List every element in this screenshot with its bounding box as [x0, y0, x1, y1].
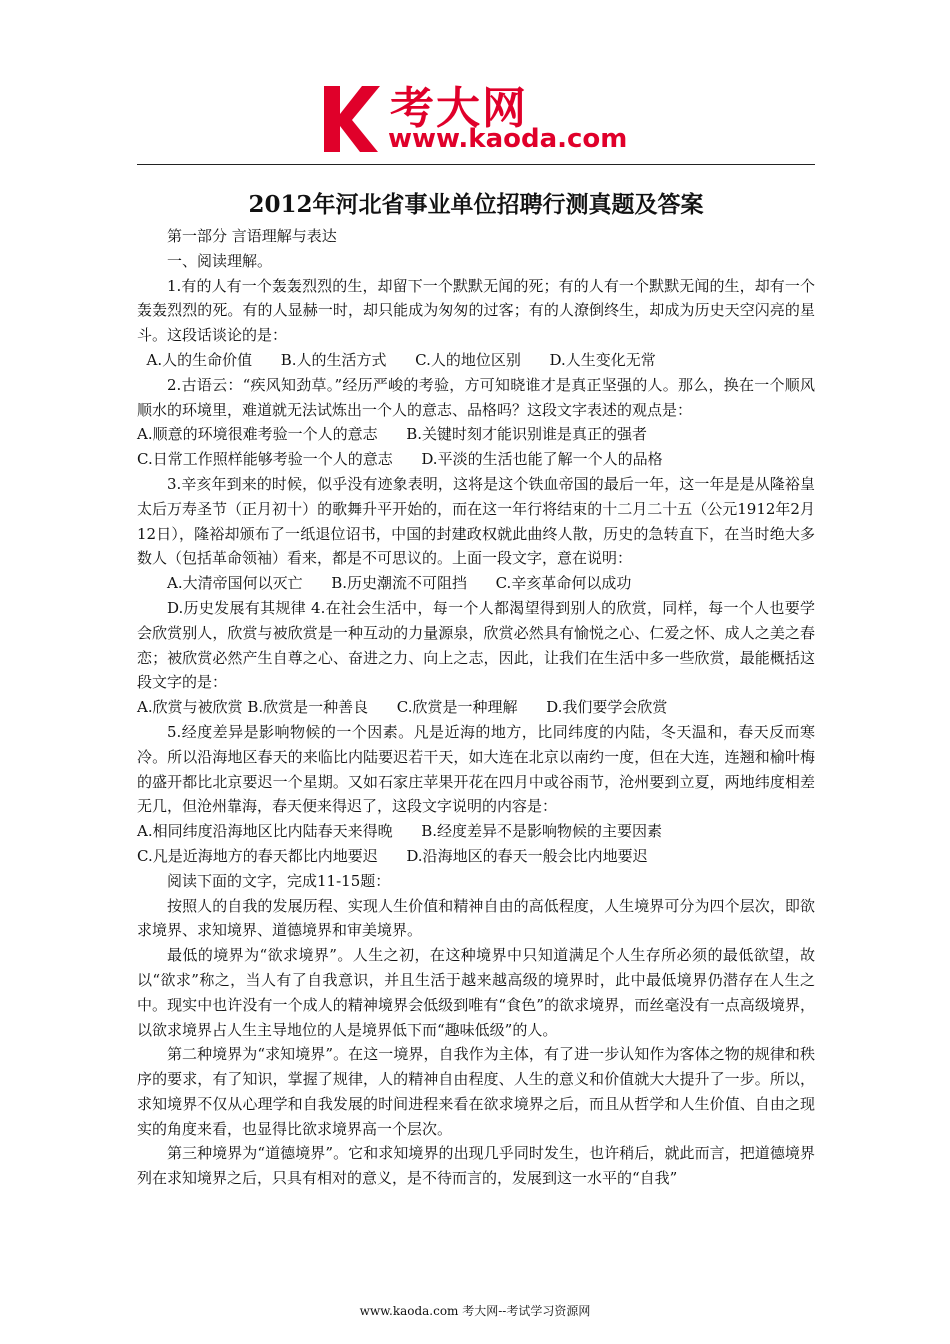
logo-chinese-name: 考大网	[390, 83, 528, 134]
site-logo	[318, 80, 648, 160]
k-logo-icon	[318, 84, 382, 154]
paragraph: 2.古语云：“疾风知劲草。”经历严峻的考验，方可知晓谁才是真正坚强的人。那么，换在一个顺风顺水的环境里，难道就无法试炼出一个人的意志、品格吗？这段文字表述的观点是：	[137, 375, 815, 419]
paragraph: D.历史发展有其规律 4.在社会生活中，每一个人都渴望得到别人的欣赏，同样，每一个人也要学会欣赏别人，欣赏与被欣赏是一种互动的力量源泉，欣赏必然具有愉悦之心、仁爱之怀、成人之美之春恋；被欣赏必然产生自尊之心、奋进之力、向上之志，因此，让我们在生活中多一些欣赏，最能概括这段文字的是：	[137, 598, 815, 692]
document-body	[137, 224, 815, 1191]
paragraph: 1.有的人有一个轰轰烈烈的生，却留下一个默默无闻的死；有的人有一个默默无闻的生，却有一个轰轰烈烈的死。有的人显赫一时，却只能成为匆匆的过客；有的人潦倒终生，却成为历史天空闪亮的星斗。这段话谈论的是：	[137, 276, 815, 345]
paragraph: 阅读下面的文字，完成11-15题：	[167, 871, 391, 890]
document-title: 2012年河北省事业单位招聘行测真题及答案	[248, 191, 704, 218]
answer-options: A.人的生命价值 B.人的生活方式 C.人的地位区别 D.人生变化无常	[137, 350, 656, 369]
page-footer: www.kaoda.com 考大网--考试学习资源网	[359, 1304, 591, 1318]
logo-url: www.kaoda.com	[388, 124, 628, 154]
paragraph: 第一部分 言语理解与表达	[167, 227, 337, 245]
paragraph: 5.经度差异是影响物候的一个因素。凡是近海的地方，比同纬度的内陆，冬天温和，春天反而寒冷。所以沿海地区春天的来临比内陆要迟若干天，如大连在北京以南约一度，但在大连，连翘和榆叶梅的盛开都比北京要迟一个星期。又如石家庄苹果开花在四月中或谷雨节，沧州要到立夏，两地纬度相差无几，但沧州靠海，春天便来得迟了，这段文字说明的内容是：	[137, 722, 815, 816]
paragraph: 3.辛亥年到来的时候，似乎没有迹象表明，这将是这个铁血帝国的最后一年，这一年是是从隆裕皇太后万寿圣节（正月初十）的歌舞升平开始的，而在这一年行将结束的十二月二十五（公元1912年2月12日），隆裕却颁布了一纸退位诏书，中国的封建政权就此曲终人散，历史的急转直下，在当时绝大多数人（包括革命领袖）看来，都是不可思议的。上面一段文字，意在说明：	[137, 474, 815, 568]
answer-options: A.欣赏与被欣赏 B.欣赏是一种善良 C.欣赏是一种理解 D.我们要学会欣赏	[137, 698, 668, 717]
answer-options: A.顺意的环境很难考验一个人的意志 B.关键时刻才能识别谁是真正的强者	[137, 425, 648, 444]
paragraph: 按照人的自我的发展历程、实现人生价值和精神自由的高低程度，人生境界可分为四个层次，即欲求境界、求知境界、道德境界和审美境界。	[137, 896, 815, 940]
answer-options: A.相同纬度沿海地区比内陆春天来得晚 B.经度差异不是影响物候的主要因素	[137, 822, 663, 841]
paragraph: 第三种境界为“道德境界”。它和求知境界的出现几乎同时发生，也许稍后，就此而言，把道德境界列在求知境界之后，只具有相对的意义，是不待而言的，发展到这一水平的“自我”	[137, 1144, 815, 1188]
paragraph: 一、阅读理解。	[167, 251, 273, 270]
answer-options: C.凡是近海地方的春天都比内地要迟 D.沿海地区的春天一般会比内地要迟	[137, 846, 648, 865]
answer-options: C.日常工作照样能够考验一个人的意志 D.平淡的生活也能了解一个人的品格	[137, 450, 663, 469]
paragraph: 第二种境界为“求知境界”。在这一境界，自我作为主体，有了进一步认知作为客体之物的规律和秩序的要求，有了知识，掌握了规律，人的精神自由程度、人生的意义和价值就大大提升了一步。所以，求知境界不仅从心理学和自我发展的时间进程来看在欲求境界之后，而且从哲学和人生价值、自由之现实的角度来看，也显得比欲求境界高一个层次。	[137, 1045, 815, 1138]
header-divider	[137, 164, 815, 165]
answer-options: A.大清帝国何以灭亡 B.历史潮流不可阻挡 C.辛亥革命何以成功	[167, 574, 632, 593]
paragraph: 最低的境界为“欲求境界”。人生之初，在这种境界中只知道满足个人生存所必须的最低欲望，故以“欲求”称之，当人有了自我意识，并且生活于越来越高级的境界时，此中最低境界仍潜存在人生之中。现实中也许没有一个成人的精神境界会低级到唯有“食色”的欲求境界，而丝毫没有一点高级境界，以欲求境界占人生主导地位的人是境界低下而“趣味低级”的人。	[137, 946, 815, 1039]
